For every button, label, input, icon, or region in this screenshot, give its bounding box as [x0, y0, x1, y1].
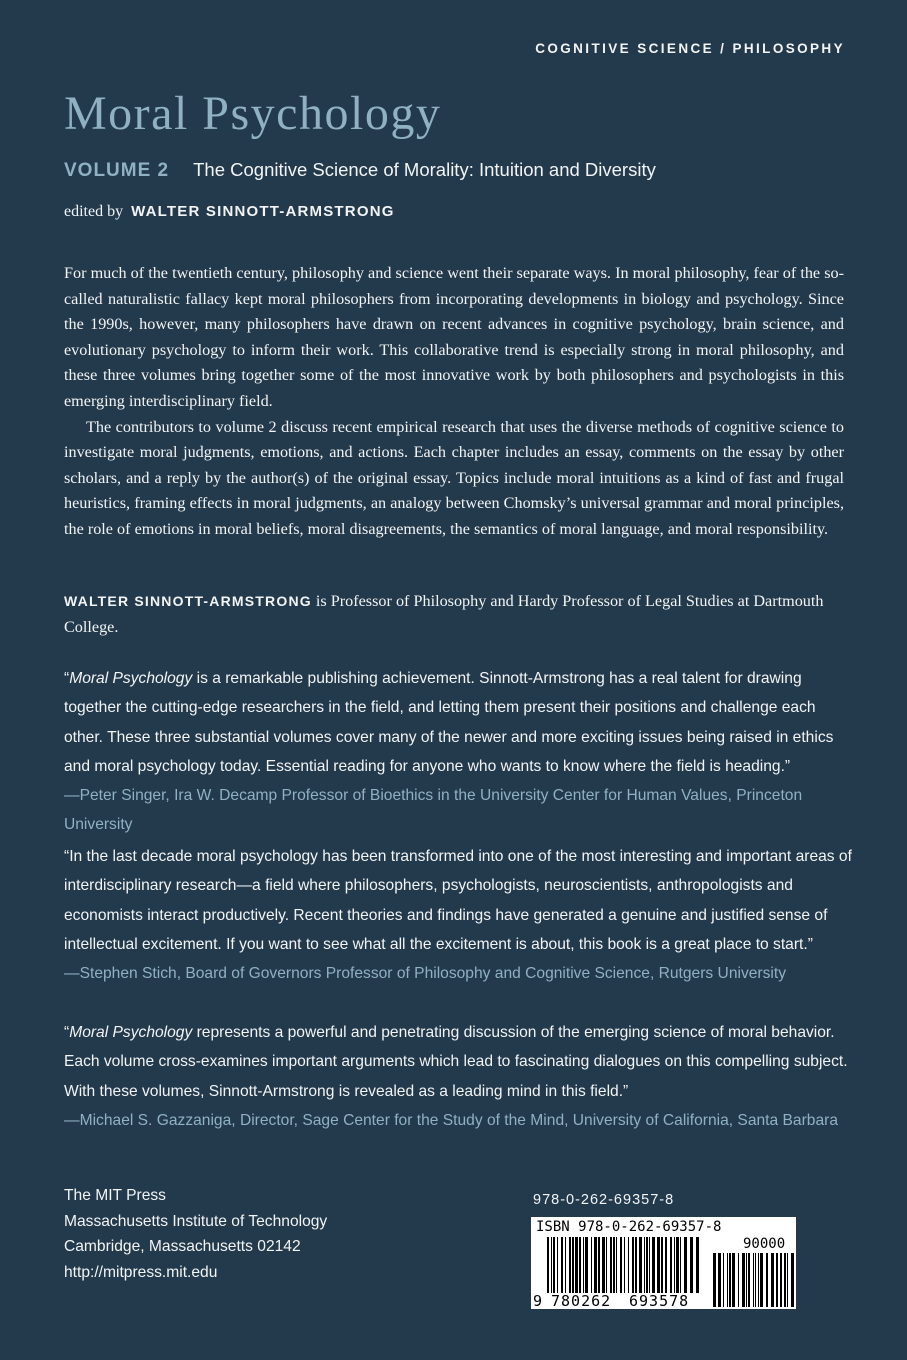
publisher-name: The MIT Press: [64, 1187, 166, 1204]
barcode-bar: [746, 1253, 747, 1307]
barcode-bar: [670, 1237, 672, 1293]
barcode-bar: [713, 1253, 716, 1307]
endorsement-quote: [64, 1018, 854, 1135]
barcode-bar: [758, 1253, 759, 1307]
barcode-ean-right: 693578: [629, 1292, 690, 1309]
quote-text: “In the last decade moral psychology has been transformed into one of the most interesting and important areas of interdisciplinary research—a field where philosophers, psychologists, neuroscientists, anthropologists and economists interact productively. Recent theories and findings have generated a genuine and justified sense of intellectual excitement. If you want to see what all the excitement is about, this book is a great place to start.”: [64, 848, 852, 953]
barcode-bar: [649, 1237, 650, 1293]
barcode-bar: [784, 1253, 786, 1307]
barcode-bar: [635, 1237, 637, 1293]
barcode-bar: [780, 1253, 782, 1307]
barcode-bar: [727, 1253, 728, 1307]
barcode-bar: [732, 1253, 735, 1307]
quote-text: is a remarkable publishing achievement. Sinnott-Armstrong has a real talent for drawing together the cutting-edge researchers in the field, and letting them present their positions and challenge each other. These three substantial volumes cover many of the newer and more exciting issues being raised in ethics and moral psychology today. Essential reading for anyone who wants to know where the field is heading.”: [64, 670, 834, 775]
barcode-bar: [760, 1253, 763, 1307]
barcode-bar: [569, 1237, 571, 1293]
barcode-bar: [791, 1253, 794, 1307]
quote-open-mark: “: [64, 1024, 70, 1041]
publisher-address: [64, 1183, 327, 1285]
author-bio: [64, 589, 844, 640]
bio-author-name: WALTER SINNOTT-ARMSTRONG: [64, 593, 312, 609]
barcode-ean-first-digit: 9: [533, 1292, 543, 1309]
barcode-bar: [594, 1237, 597, 1293]
barcode-bar: [547, 1237, 549, 1293]
quote-text: represents a powerful and penetrating discussion of the emerging science of moral behavior. Each volume cross-examines important arguments which lead to fascinating dialogues on this compelling subject. With these volumes, Sinnott-Armstrong is revealed as a leading mind in this field.”: [64, 1024, 848, 1100]
barcode-bar: [776, 1253, 778, 1307]
isbn-number: 978-0-262-69357-8: [533, 1192, 675, 1208]
barcode-bar: [661, 1237, 663, 1293]
quote-attribution: —Stephen Stich, Board of Governors Professor of Philosophy and Cognitive Science, Rutgers University: [64, 965, 787, 983]
endorsement-quote: [64, 664, 854, 840]
description-paragraph: For much of the twentieth century, philosophy and science went their separate ways. In moral philosophy, fear of the so-called naturalistic fallacy kept moral philosophers from incorporating developments in biology and psychology. Since the 1990s, however, many philosophers have drawn on recent advances in cognitive psychology, brain science, and evolutionary psychology to inform their work. This collaborative trend is especially strong in moral philosophy, and these three volumes bring together some of the most innovative work by both philosophers and psychologists in this emerging interdisciplinary field.: [64, 264, 844, 410]
barcode-bar: [553, 1237, 555, 1293]
barcode-bar: [565, 1237, 566, 1293]
barcode-bar: [690, 1237, 693, 1293]
barcode-bar: [610, 1237, 612, 1293]
barcode-price-code: 90000: [743, 1236, 786, 1252]
barcode-bar: [771, 1253, 774, 1307]
barcode-bar: [674, 1237, 675, 1293]
volume-label: VOLUME 2: [64, 160, 170, 181]
quote-attribution: —Peter Singer, Ira W. Decamp Professor of Bioethics in the University Center for Human Values, Princeton University: [64, 787, 803, 834]
barcode-bar: [676, 1237, 679, 1293]
book-description: [64, 261, 844, 543]
barcode-ean-left: 780262: [551, 1292, 612, 1309]
barcode-bar: [755, 1253, 756, 1307]
barcode-bar: [628, 1237, 629, 1293]
barcode-bar: [652, 1237, 655, 1293]
barcode-isbn-label: ISBN 978-0-262-69357-8: [536, 1219, 722, 1235]
barcode-bar: [598, 1237, 600, 1293]
barcode-bar: [606, 1237, 607, 1293]
barcode-bar: [583, 1237, 584, 1293]
barcode-bar: [729, 1253, 731, 1307]
barcode-bar: [639, 1237, 642, 1293]
barcode-bar: [787, 1253, 788, 1307]
publisher-institution: Massachusetts Institute of Technology: [64, 1212, 328, 1230]
edited-by-label: edited by: [64, 203, 124, 220]
barcode-bar: [579, 1237, 581, 1293]
quote-open-mark: “: [64, 670, 70, 687]
barcode-bar: [551, 1237, 552, 1293]
barcode-bar: [684, 1237, 687, 1293]
quote-book-title: Moral Psychology: [69, 1024, 193, 1041]
quote-attribution: —Michael S. Gazzaniga, Director, Sage Center for the Study of the Mind, University of California, Santa Barbara: [64, 1111, 838, 1129]
book-title: Moral Psychology: [64, 87, 442, 140]
barcode-bar: [748, 1253, 750, 1307]
barcode-bar: [738, 1253, 739, 1307]
endorsement-quote: [64, 842, 854, 988]
barcode-bar: [575, 1237, 578, 1293]
barcode-bar: [561, 1237, 563, 1293]
bio-text: is Professor of Philosophy and Hardy Professor of Legal Studies at Dartmouth College.: [64, 592, 824, 636]
barcode-bar: [665, 1237, 667, 1293]
barcode-bar: [657, 1237, 660, 1293]
volume-line: [64, 159, 656, 182]
barcode-bar: [624, 1237, 625, 1293]
barcode-bar: [585, 1237, 588, 1293]
barcode-bar: [742, 1253, 745, 1307]
barcode-main-bars: [547, 1237, 699, 1293]
isbn-barcode: [531, 1217, 796, 1309]
barcode-bar: [613, 1237, 615, 1293]
barcode-bar: [646, 1237, 648, 1293]
barcode-bar: [753, 1253, 754, 1307]
category-label: COGNITIVE SCIENCE / PHILOSOPHY: [535, 41, 845, 56]
barcode-bar: [644, 1237, 645, 1293]
barcode-bar: [632, 1237, 634, 1293]
publisher-city: Cambridge, Massachusetts 02142: [64, 1238, 301, 1256]
editor-name: WALTER SINNOTT-ARMSTRONG: [131, 203, 395, 220]
barcode-bar: [680, 1237, 681, 1293]
barcode-bar: [616, 1237, 617, 1293]
barcode-bar: [723, 1253, 724, 1307]
barcode-bar: [766, 1253, 768, 1307]
publisher-url[interactable]: http://mitpress.mit.edu: [64, 1263, 218, 1281]
barcode-bar: [696, 1237, 699, 1293]
description-paragraph: The contributors to volume 2 discuss recent empirical research that uses the diverse methods of cognitive science to investigate moral judgments, emotions, and actions. Each chapter includes an essay, comments on the essay by other scholars, and a reply by the author(s) of the original essay. Topics include moral intuitions as a kind of fast and frugal heuristics, framing effects in moral judgments, an analogy between Chomsky’s universal grammar and moral principles, the role of emotions in moral beliefs, moral disagreements, the semantics of moral language, and moral responsibility.: [64, 417, 844, 538]
barcode-addon-bars: [713, 1253, 794, 1307]
barcode-graphic: [531, 1217, 796, 1309]
barcode-bar: [572, 1237, 574, 1293]
barcode-bar: [602, 1237, 605, 1293]
quote-book-title: Moral Psychology: [69, 670, 193, 687]
barcode-bar: [718, 1253, 721, 1307]
barcode-bar: [557, 1237, 558, 1293]
barcode-bar: [591, 1237, 592, 1293]
barcode-bar: [620, 1237, 622, 1293]
editor-line: [64, 203, 395, 221]
book-subtitle: The Cognitive Science of Morality: Intuition and Diversity: [193, 159, 656, 180]
